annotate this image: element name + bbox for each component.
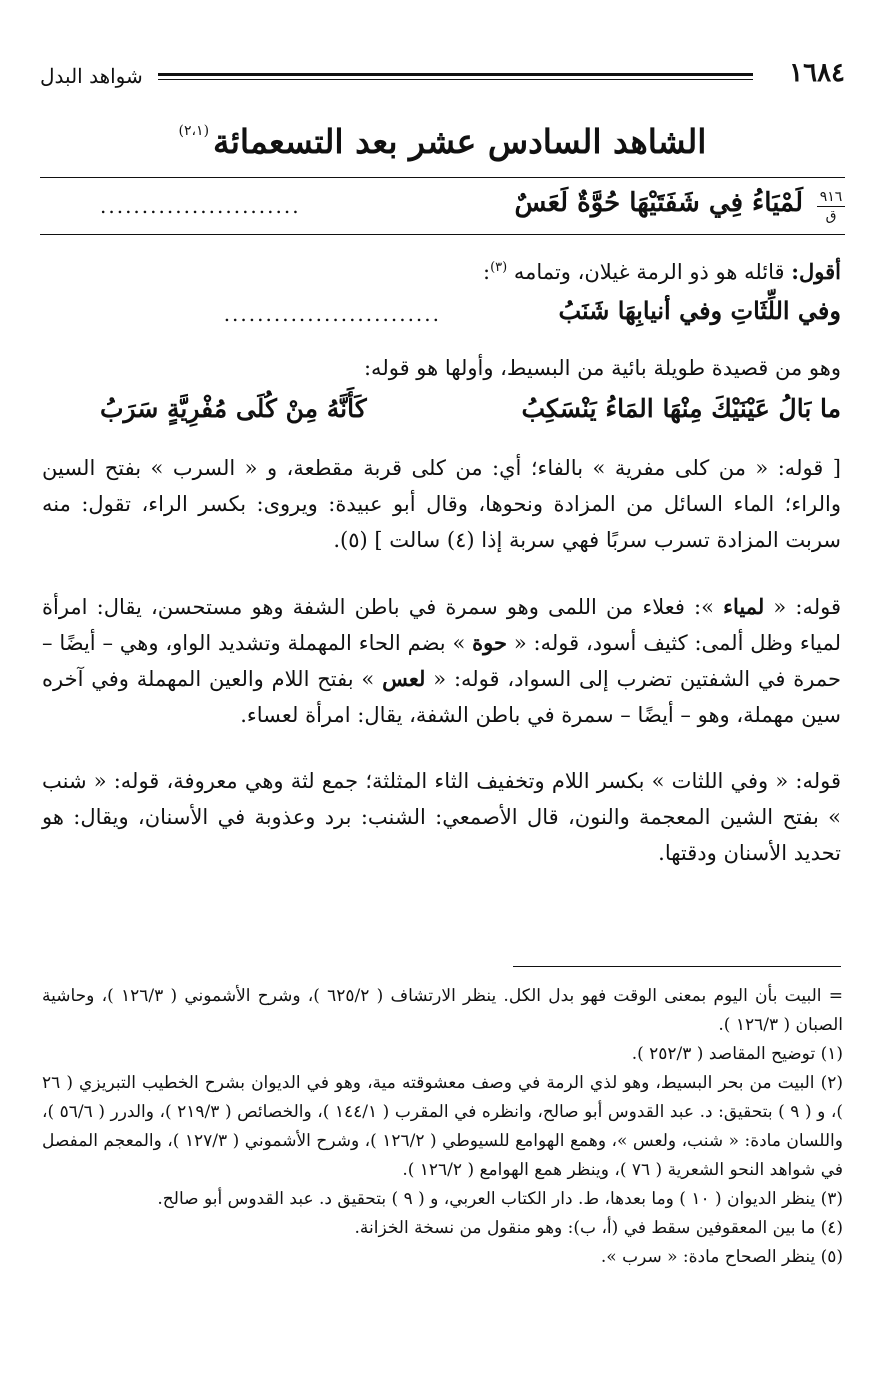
footnotes [42, 982, 843, 1272]
verse-text: لَمْيَاءُ فِي شَفَتَيْهَا حُوَّةٌ لَعَسٌ [514, 188, 803, 218]
verse-number-value: ٩١٦ [817, 190, 845, 207]
footnote-ref: (٢،١) [178, 123, 210, 139]
keyword: لمياء [723, 594, 765, 619]
poem-line-completion [90, 296, 841, 336]
header-rule [158, 73, 753, 80]
poem-first-hemistich: ما بَالُ عَيْنَيْكَ مِنْهَا المَاءُ يَنْسَكِبُ [521, 394, 841, 423]
paragraph-intro: وهو من قصيدة طويلة بائية من البسيط، وأولها هو قوله: [363, 356, 841, 380]
title-rule [40, 177, 845, 178]
poem-line-opening [100, 394, 841, 434]
running-header [40, 58, 845, 92]
page-number: ١٦٨٤ [789, 58, 845, 88]
text-run: قوله: « [764, 595, 841, 619]
keyword: لعس [382, 666, 426, 691]
verse-rule [40, 234, 845, 235]
poem-second-hemistich: كَأَنَّهُ مِنْ كُلَى مُفْرِيَّةٍ سَرَبُ [100, 394, 367, 423]
poem-hemistich: وفي اللِّثَاتِ وفي أنيابِهَا شَنَبُ [558, 296, 841, 325]
keyword: حوة [472, 630, 507, 655]
footnote-rule [513, 966, 841, 967]
verse-number [817, 190, 845, 223]
footnote-2: (٢) البيت من بحر البسيط، وهو لذي الرمة في وصف معشوقته مية، وهو في الديوان بشرح الخطيب التبريزي ( ٢٦ )، و ( ٩ ) بتحقيق: د. عبد القدوس أبو صالح، وانظره في المقرب ( ١٤٤/١ )، والخصائص ( ٢١٩/٣ )، والدرر ( ٥٦/٦ )، واللسان مادة: « شنب، ولعس »، وهمع الهوامع للسيوطي ( ١٢٦/٢ )، وشرح الأشموني ( ١٢٧/٣ )، والمعجم المفصل في شواهد النحو الشعرية ( ٧٦ )، وينظر همع الهوامع ( ١٢٦/٢ ). [42, 1073, 843, 1180]
footnote-4: (٤) ما بين المعقوفين سقط في (أ، ب): وهو منقول من نسخة الخزانة. [354, 1218, 843, 1238]
footnote-ref: (٣) [490, 260, 508, 275]
section-title [0, 122, 885, 161]
verse-letter: ق [825, 208, 837, 224]
aqul-label: أقول: [791, 259, 841, 284]
verse-line [40, 186, 845, 230]
footnote-3: (٣) ينظر الديوان ( ١٠ ) وما بعدها، ط. دار الكتاب العربي، و ( ٩ ) بتحقيق د. عبد القدوس أبو صالح. [157, 1189, 843, 1209]
paragraph-mufriya: [ قوله: « من كلى مفرية » بالفاء؛ أي: من كلى قربة مقطعة، و « السرب » بفتح السين والراء؛ الماء السائل من المزادة ونحوها، وقال أبو عبيدة: ويروى: بكسر الراء، تقول: منه سربت المزادة تسرب سربًا فهي سربة إذا (٤) سالت ] (٥). [42, 456, 841, 552]
section-title-text: الشاهد السادس عشر بعد التسعمائة [213, 122, 707, 161]
text-run: »: فعلاء من اللمى وهو سمرة في باطن الشفة وهو مستحسن، يقال: امرأة لمياء وظل ألمى: كثيف أسود، قوله: « [42, 595, 841, 655]
paragraph-lithat: قوله: « وفي اللثات » بكسر اللام وتخفيف الثاء المثلثة؛ جمع لثة وهي معروفة، قوله: « شنب » بفتح الشين المعجمة والنون، قال الأصمعي: الشنب: برد وعذوبة في الأسنان، ويقال: هو تحديد الأسنان ودقتها. [42, 769, 841, 865]
book-title: شواهد البدل [40, 64, 143, 88]
text-run: » بفتح اللام والعين المهملة وفي آخره سين مهملة، وهو – أيضًا – سمرة في باطن الشفة، يقال: امرأة لعساء. [42, 667, 841, 727]
footnote-1: (١) توضيح المقاصد ( ٢٥٢/٣ ). [631, 1044, 843, 1064]
text-run: » بضم الحاء المهملة وتشديد الواو، وهي – أيضًا – حمرة في الشفتين تضرب إلى السواد، قوله: « [42, 631, 841, 691]
paragraph-attribution [42, 250, 841, 290]
footnote-continued: = البيت بأن اليوم بمعنى الوقت فهو بدل الكل. ينظر الارتشاف ( ٦٢٥/٢ )، وشرح الأشموني ( ١٢٦/٣ )، وحاشية الصبان ( ١٢٦/٣ ). [42, 986, 843, 1035]
paragraph-lamya [42, 589, 841, 733]
verse-dots: ........................ [100, 194, 301, 218]
footnote-5: (٥) ينظر الصحاح مادة: « سرب ». [600, 1247, 843, 1267]
aqul-text: قائله هو ذو الرمة غيلان، وتمامه [507, 260, 792, 284]
aqul-end: : [483, 260, 491, 284]
poem-dots: .......................... [223, 302, 441, 326]
